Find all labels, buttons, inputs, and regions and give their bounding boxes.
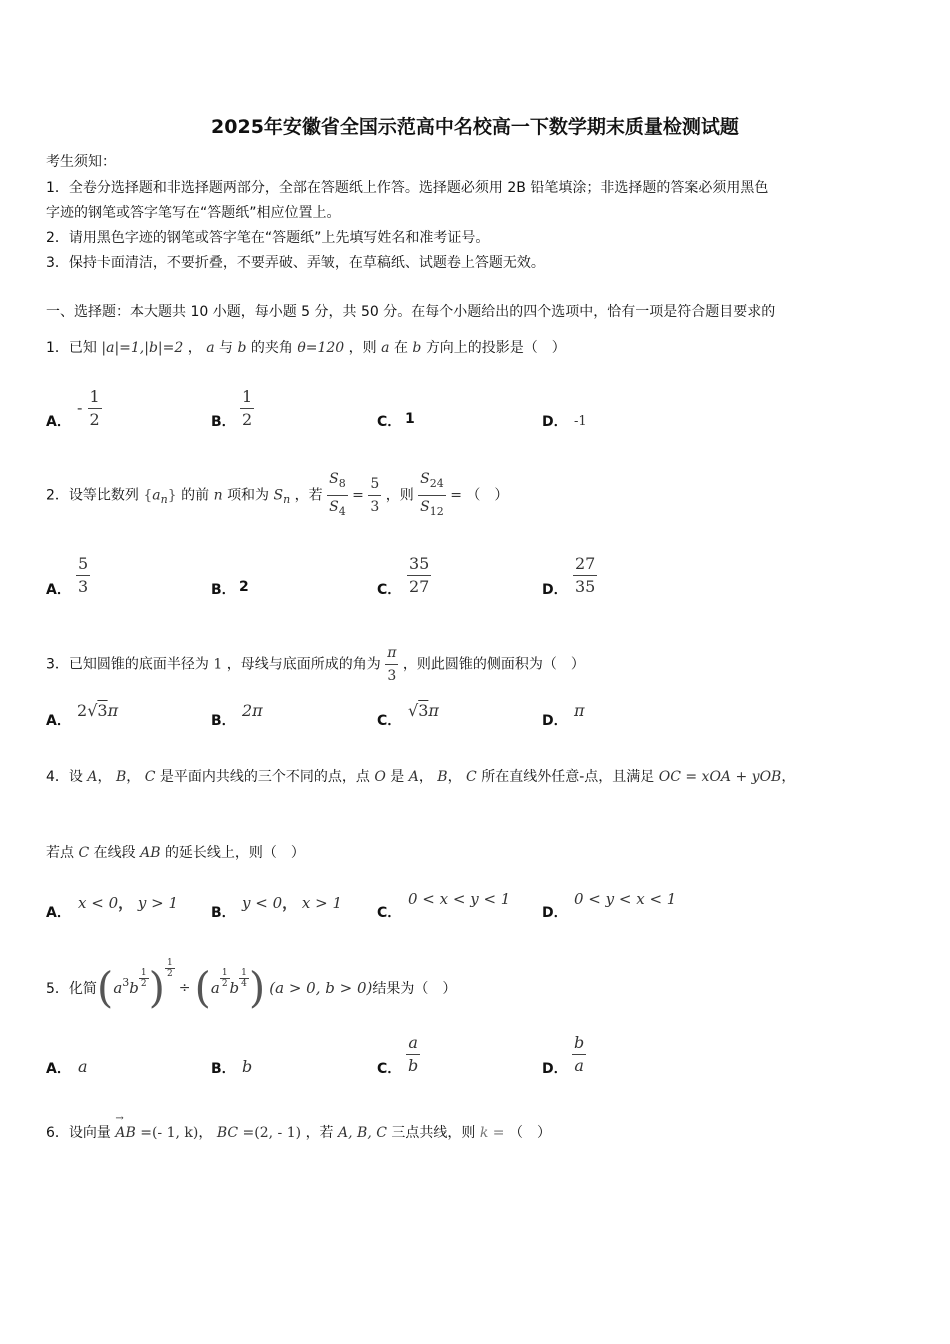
- q6-number: 6．设向量: [46, 1125, 111, 1141]
- q1-text: 与: [219, 340, 233, 356]
- q4-comma: ，: [447, 769, 462, 785]
- q1-number: 1．已知: [46, 340, 97, 356]
- q5-condition: (a > 0, b > 0): [269, 979, 373, 997]
- question-2: [46, 468, 508, 523]
- q3-angle-den: 3: [387, 668, 397, 684]
- q1-condition: |a|=1,|b|=2: [101, 340, 184, 356]
- q1-b-denominator: 2: [242, 410, 253, 429]
- q6-vector-ab-label: AB: [115, 1125, 136, 1141]
- q5-c-numerator: a: [406, 1032, 420, 1055]
- q2-seq: a: [152, 487, 161, 504]
- q5-option-d-label: D．: [542, 1061, 568, 1077]
- q1-a-denominator: 2: [89, 410, 100, 429]
- q1-option-c-label: C．: [377, 414, 402, 430]
- q4-a-comma: ，: [118, 894, 134, 912]
- question-4-line-2: [46, 842, 305, 862]
- q5-base-b: b: [129, 979, 139, 997]
- q4-option-a: [78, 892, 178, 913]
- q5-left-paren: (: [96, 963, 114, 1012]
- q4-text: 是: [390, 769, 405, 785]
- notice-line-1a: 1．全卷分选择题和非选择题两部分，全部在答题纸上作答。选择题必须用 2B 铅笔填涂；非选择题的答案必须用黑色: [46, 180, 769, 196]
- question-1: [46, 337, 566, 357]
- q2-option-a: [76, 553, 90, 598]
- q4-point-b: B: [115, 769, 127, 785]
- q1-text: 在: [393, 340, 408, 356]
- q2-ratio-1-num: S: [329, 471, 339, 487]
- q4-comma: ，: [418, 769, 433, 785]
- q5-outer-exp-den: 2: [167, 968, 173, 979]
- q2-ratio-3-den: S: [420, 498, 430, 515]
- q1-var-b: b: [412, 340, 422, 356]
- q4-option-b-label: B．: [211, 905, 236, 921]
- q4-b-cond-1: y < 0: [242, 894, 283, 912]
- q2-number: 2．设等比数列: [46, 487, 139, 504]
- section-heading: 一、选择题：本大题共 10 小题，每小题 5 分，共 50 分。在每个小题给出的四个选项中，恰有一项是符合题目要求的: [46, 304, 776, 320]
- q2-ratio-1: [327, 468, 348, 523]
- q1-text: ，: [187, 340, 202, 356]
- q1-option-a-label: A．: [46, 414, 71, 430]
- q4-text: ，: [781, 769, 796, 785]
- q4-point-b: B: [437, 769, 448, 785]
- q2-seq-left-brace: {: [143, 487, 153, 504]
- question-4-line-1: [46, 766, 795, 786]
- q5-c-denominator: b: [408, 1056, 419, 1075]
- q1-angle: θ=120: [297, 340, 345, 356]
- q2-text: ，则: [385, 487, 414, 504]
- q4-text: 若点: [46, 845, 74, 861]
- q2-c-denominator: 27: [409, 577, 430, 596]
- q2-ratio-2-num: 5: [368, 473, 381, 496]
- q2-option-c-label: C．: [377, 582, 402, 598]
- q2-ratio-2-den: 3: [370, 498, 380, 515]
- q3-c-radicand: 3: [418, 701, 429, 720]
- q4-b-comma: ，: [282, 894, 298, 912]
- q2-seq-sub: n: [160, 493, 168, 507]
- question-3: [46, 642, 585, 687]
- q5-option-d: [572, 1032, 586, 1077]
- q5-exp-half-den: 2: [140, 978, 147, 989]
- q5-exp-half: [220, 968, 230, 989]
- q4-number: 4．设: [46, 769, 83, 785]
- q5-option-b-label: B．: [211, 1061, 236, 1077]
- q1-text: 方向上的投影是（ ）: [425, 340, 566, 356]
- q2-equals: =: [450, 487, 462, 504]
- q4-vector-equation: OC = xOA + yOB: [658, 769, 782, 785]
- q3-option-c-label: C．: [377, 713, 402, 729]
- q5-d-denominator: a: [574, 1056, 584, 1075]
- q3-text: ，母线与底面所成的角为: [226, 656, 381, 673]
- q2-ratio-3-den-sub: 12: [429, 504, 444, 518]
- q5-exp-half-den: 2: [221, 978, 228, 989]
- q2-ratio-1-den: S: [329, 498, 339, 515]
- q3-option-b-label: B．: [211, 713, 236, 729]
- q3-option-a: [77, 701, 118, 720]
- q5-base-b: b: [229, 979, 240, 997]
- notice-heading: 考生须知：: [46, 154, 116, 170]
- q4-text: 在线段: [93, 845, 136, 861]
- q2-c-numerator: 35: [407, 553, 431, 576]
- notice-line-2: 2．请用黑色字迹的钢笔或答字笔在“答题纸”上先填写姓名和准考证号。: [46, 230, 490, 246]
- q2-ratio-2: [368, 473, 381, 518]
- q1-option-c: 1: [405, 411, 415, 427]
- q1-text: 的夹角: [250, 340, 293, 356]
- q2-text: ，若: [294, 487, 323, 504]
- q5-base-a: a: [210, 979, 220, 997]
- q4-a-cond-1: x < 0: [78, 894, 119, 912]
- q1-option-d: -1: [574, 414, 587, 429]
- q3-option-b: 2π: [242, 701, 263, 720]
- q1-var-a: a: [381, 340, 390, 356]
- sqrt-icon: √: [87, 701, 98, 720]
- q4-comma: ，: [97, 769, 112, 785]
- q5-exp-quarter-num: 1: [241, 967, 247, 978]
- q1-var-a: a: [206, 340, 215, 356]
- q2-seq-right-brace: }: [167, 487, 177, 504]
- q1-var-b: b: [237, 340, 247, 356]
- q4-point-a: A: [87, 769, 98, 785]
- q2-text: 的前: [181, 487, 210, 504]
- notice-line-1b: 字迹的钢笔或答字笔写在“答题纸”相应位置上。: [46, 205, 341, 221]
- q1-a-numerator: 1: [88, 386, 102, 409]
- q5-exp-3: 3: [122, 975, 130, 989]
- q4-option-d-label: D．: [542, 905, 568, 921]
- q2-d-numerator: 27: [573, 553, 597, 576]
- q3-a-radicand: 3: [97, 701, 108, 720]
- q2-option-b: 2: [239, 579, 249, 595]
- q4-text: 是平面内共线的三个不同的点，点: [159, 769, 370, 785]
- q3-option-d: π: [574, 701, 585, 720]
- question-6: [46, 1113, 551, 1142]
- q6-points: A, B, C: [338, 1125, 387, 1141]
- q5-right-paren: ): [148, 963, 165, 1012]
- q5-right-paren: ): [248, 963, 266, 1012]
- q5-exp-quarter: [239, 968, 249, 989]
- q6-vector-ab-value: =(- 1, k): [140, 1125, 199, 1141]
- q2-option-d-label: D．: [542, 582, 568, 598]
- q2-ratio-3-num-sub: 24: [429, 476, 444, 490]
- q1-option-b: [240, 386, 254, 431]
- q2-option-a-label: A．: [46, 582, 71, 598]
- q3-angle: [385, 642, 398, 687]
- q5-exp-half-num: 1: [140, 967, 147, 978]
- q3-option-a-label: A．: [46, 713, 71, 729]
- q1-b-numerator: 1: [240, 386, 254, 409]
- q4-option-b: [242, 892, 342, 913]
- q4-text: 的延长线上，则（ ）: [164, 845, 305, 861]
- q5-option-c: [406, 1032, 420, 1077]
- q4-point-o: O: [374, 769, 386, 785]
- question-5: [46, 958, 456, 1018]
- q5-text: 结果为（ ）: [372, 981, 457, 997]
- q4-option-a-label: A．: [46, 905, 71, 921]
- q4-option-c-label: C．: [377, 905, 402, 921]
- q5-outer-exp: [165, 958, 175, 979]
- q6-text: （ ）: [508, 1125, 551, 1141]
- q3-a-coef: 2: [77, 701, 88, 720]
- q2-var-s: S: [273, 487, 284, 504]
- sqrt-icon: √: [408, 701, 419, 720]
- q6-vector-ab: [115, 1113, 136, 1141]
- q2-ratio-1-den-sub: 4: [338, 504, 346, 518]
- q5-option-a: a: [78, 1057, 88, 1076]
- q2-ratio-1-num-sub: 8: [338, 476, 346, 490]
- q2-text: （ ）: [466, 487, 509, 504]
- q4-option-c: 0 < x < y < 1: [408, 890, 511, 908]
- q4-segment-ab: AB: [140, 845, 161, 861]
- q2-text: 项和为: [227, 487, 270, 504]
- q5-divide: ÷: [178, 980, 191, 996]
- q6-text: 三点共线，则: [391, 1125, 476, 1141]
- q1-text: ，则: [348, 340, 377, 356]
- q6-vector-bc-value: =(2, - 1): [242, 1125, 302, 1141]
- q5-option-c-label: C．: [377, 1061, 402, 1077]
- vector-arrow-icon: →: [115, 1113, 124, 1124]
- q2-ratio-3-num: S: [420, 471, 430, 487]
- q5-exp-half: [139, 968, 149, 989]
- q6-comma: ，: [198, 1125, 213, 1141]
- q1-option-b-label: B．: [211, 414, 236, 430]
- q1-option-d-label: D．: [542, 414, 568, 430]
- q4-a-cond-2: y > 1: [137, 894, 179, 912]
- q5-option-b: b: [242, 1057, 253, 1076]
- q2-equals: =: [352, 487, 364, 504]
- q5-left-paren: (: [194, 963, 211, 1012]
- q2-a-denominator: 3: [78, 577, 89, 596]
- q5-d-numerator: b: [572, 1032, 586, 1055]
- q2-ratio-3: [418, 468, 446, 523]
- q4-b-cond-2: x > 1: [301, 894, 343, 912]
- q3-option-c: [408, 701, 439, 720]
- q3-a-pi: π: [107, 701, 119, 720]
- q6-var-k: k =: [479, 1125, 505, 1141]
- page-title: 2025年安徽省全国示范高中名校高一下数学期末质量检测试题: [211, 116, 739, 138]
- q5-option-a-label: A．: [46, 1061, 71, 1077]
- q2-var-n: n: [213, 487, 223, 504]
- q1-option-a: [77, 386, 102, 431]
- q4-point-c: C: [466, 769, 477, 785]
- q4-option-d: 0 < y < x < 1: [574, 890, 677, 908]
- q4-point-a: A: [408, 769, 419, 785]
- q3-option-d-label: D．: [542, 713, 568, 729]
- q5-exp-half-num: 1: [221, 967, 228, 978]
- q6-text: ，若: [305, 1125, 334, 1141]
- q2-d-denominator: 35: [575, 577, 596, 596]
- q2-a-numerator: 5: [76, 553, 90, 576]
- q3-angle-num: π: [385, 642, 398, 665]
- q5-number: 5．化简: [46, 981, 97, 997]
- q5-outer-exp-num: 1: [167, 957, 173, 968]
- q4-point-c: C: [144, 769, 156, 785]
- q6-vector-bc: BC: [216, 1125, 239, 1141]
- q5-base-a: a: [113, 979, 123, 997]
- q4-point-c: C: [78, 845, 90, 861]
- q2-option-b-label: B．: [211, 582, 236, 598]
- q3-number: 3．已知圆锥的底面半径为: [46, 656, 209, 673]
- q3-radius: 1: [213, 656, 223, 673]
- q4-text: 所在直线外任意-点，且满足: [481, 769, 655, 785]
- q3-text: ，则此圆锥的侧面积为（ ）: [402, 656, 585, 673]
- q3-c-pi: π: [428, 701, 439, 720]
- q2-option-c: [407, 553, 431, 598]
- notice-line-3: 3．保持卡面清洁，不要折叠，不要弄破、弄皱，在草稿纸、试题卷上答题无效。: [46, 255, 545, 271]
- q1-a-sign: -: [77, 398, 83, 417]
- q2-var-s-sub: n: [283, 493, 291, 507]
- q4-comma: ，: [126, 769, 141, 785]
- q2-option-d: [573, 553, 597, 598]
- q5-exp-quarter-den: 4: [241, 978, 247, 989]
